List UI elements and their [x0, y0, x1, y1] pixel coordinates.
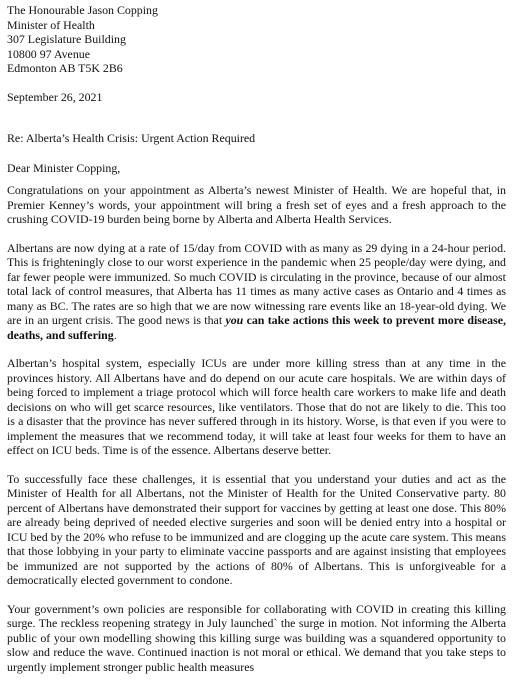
- subject-line: Re: Alberta’s Health Crisis: Urgent Action Required: [7, 131, 256, 145]
- paragraph-hospital-system: Albertan’s hospital system, especially ICUs are under more killing stress than at any time in the provinces history. All Albertans have and do depend on our acute care hospitals. We are within days of being forced to implement a triage protocol which will force health care workers to make life and death decisions on who will get scarce resources, like ventilators. Those that do not are likely to die. This too is a disaster that the province has never suffered through in its history. Worse, is that even if you were to implement the measures that we recommend today, it will take at least four weeks for them to have an effect on ICU beds. Time is of the essence. Albertans deserve better.: [7, 356, 506, 457]
- address-line: Edmonton AB T5K 2B6: [7, 61, 123, 75]
- paragraph-text: Albertans are now dying at a rate of 15/day from COVID with as many as 29 dying in a 24-hour period. This is frighteningly close to our worst experience in the pandemic when 25 people/day were dying, and far fewer people were immunized. So much COVID is circulating in the province, because of our almost total lack of control measures, that Alberta has 11 times as many active cases as Ontario and 4 times as many as BC. The rates are so high that we are now witnessing rare events like an 18-year-old dying. We are in an urgent crisis. The good news is that: [7, 240, 506, 327]
- paragraph-end: .: [113, 327, 117, 342]
- salutation: Dear Minister Copping,: [7, 160, 121, 175]
- emphasis-you: you: [225, 313, 244, 327]
- paragraph-government-policies: Your government’s own policies are responsible for collaborating with COVID in creating this killing surge. The reckless reopening strategy in July launched` the surge in motion. Not informing the Alberta public of your own modelling showing this killing surge was building was a squandered opportunity to slow and reduce the wave. Continued inaction is not moral or ethical. We demand that you take steps to urgently implement stronger public health measures: [7, 601, 506, 674]
- address-line: The Honourable Jason Copping: [7, 3, 158, 17]
- paragraph-congratulations: Congratulations on your appointment as Alberta’s newest Minister of Health. We are hopeful that, in Premier Kenney’s words, your appointment will bring a fresh set of eyes and a fresh approach to the crushing COVID-19 burden being borne by Alberta and Alberta Health Services.: [7, 183, 506, 226]
- paragraph-duties: To successfully face these challenges, it is essential that you understand your duties and act as the Minister of Health for all Albertans, not the Minister of Health for the United Conservative party. 80 percent of Albertans have demonstrated their support for vaccines by getting at least one dose. This 80% are already being deprived of needed elective surgeries and soon will be denied entry into a hospital or ICU bed by the 20% who refuse to be immunized and are clogging up the acute care system. This means that those lobbying in your party to eliminate vaccine passports and are against insisting that employees be immunized are not supported by the actions of 80% of Albertans. This is unforgiveable for a democratically elected government to condone.: [7, 471, 506, 587]
- recipient-address: [7, 3, 506, 76]
- emphasis-rest: can take actions this week to prevent more disease, deaths, and suffering: [7, 313, 506, 342]
- paragraph-death-rates: [7, 241, 506, 343]
- address-line: 307 Legislature Building: [7, 32, 126, 46]
- address-line: Minister of Health: [7, 17, 95, 32]
- address-line: 10800 97 Avenue: [7, 46, 91, 61]
- letter-date: September 26, 2021: [7, 89, 103, 104]
